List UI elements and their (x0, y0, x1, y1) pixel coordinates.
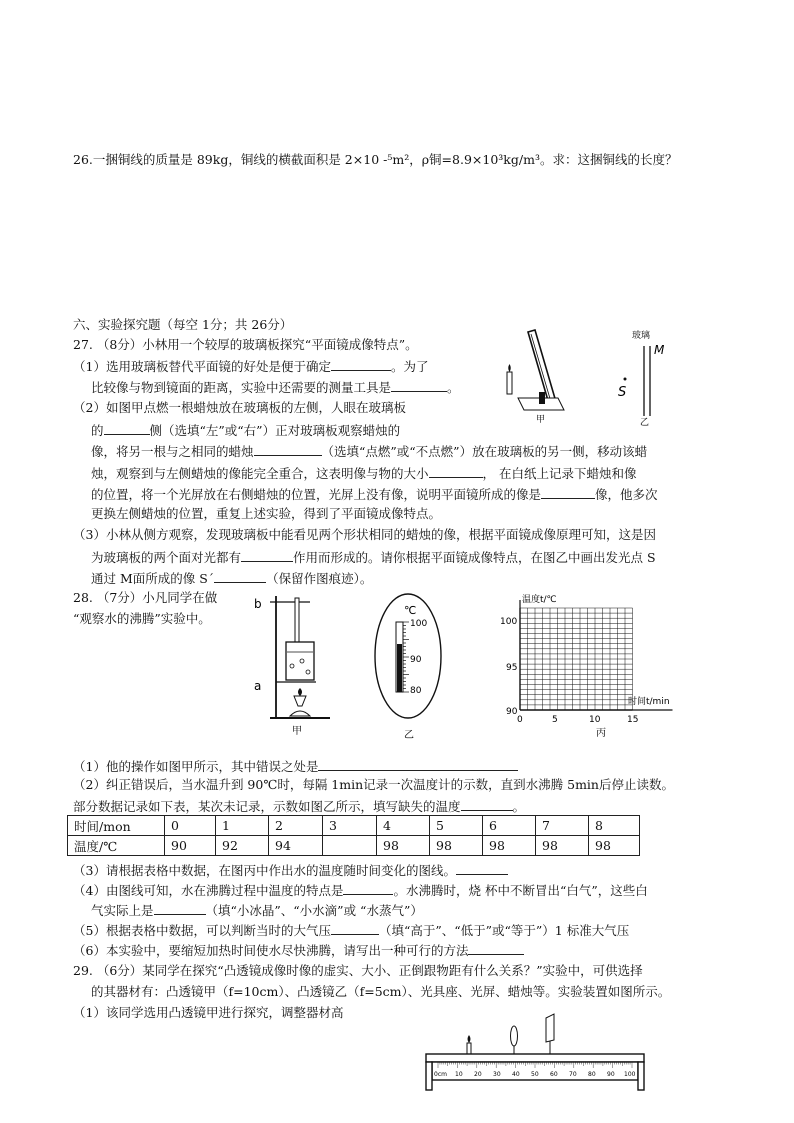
figure-28-bing (496, 588, 686, 740)
bench-tick-label: 10 (455, 1071, 463, 1078)
q27-line-4: （2）如图甲点燃一根蜡烛放在玻璃板的左侧，人眼在玻璃板 (73, 400, 406, 415)
q27-line-6 (91, 442, 647, 460)
fig-label: 乙 (404, 730, 414, 741)
fig-label: 甲 (536, 415, 546, 424)
q29-line-2: 的其器材有：凸透镜甲（f=10cm）、凸透镜乙（f=5cm）、光具座、光屏、蜡烛等。实验装置如图所示。 (91, 984, 671, 999)
table-cell: 6 (483, 816, 536, 836)
q28-text: （6）本实验中，要缩短加热时间使水尽快沸腾，请写出一种可行的方法 (73, 943, 469, 958)
q28-text: （1）他的操作如图甲所示，其中错误之处是 (73, 759, 319, 774)
q28-part-8 (73, 941, 524, 959)
q29-line-1: 29. （6分）某同学在探究“凸透镜成像时像的虚实、大小、正倒跟物距有什么关系？”实验中，可供选择 (73, 963, 643, 978)
chart-x-tick: 15 (627, 715, 639, 725)
thermo-tick-label: 90 (410, 655, 422, 665)
table-cell: 3 (323, 816, 377, 836)
table-cell: 1 (216, 816, 269, 836)
q28-text: 。水沸腾时，烧 杯中不断冒出“白气”，这些白 (393, 883, 648, 898)
answer-blank[interactable] (254, 442, 322, 456)
q28-line-1: 28. （7分）小凡同学在做 (73, 590, 218, 605)
lens (511, 1026, 518, 1046)
table-cell-blank[interactable] (323, 836, 377, 856)
answer-blank[interactable] (541, 485, 595, 499)
q27-text: 的位置，将一个光屏放在右侧蜡烛的位置，光屏上没有像，说明平面镜所成的像是 (91, 487, 542, 502)
table-cell: 2 (269, 816, 323, 836)
answer-blank[interactable] (214, 569, 266, 583)
q27-text: 像，将另一根与之相同的蜡烛 (91, 444, 254, 459)
thermo-tick-label: 80 (410, 686, 422, 696)
chart-y-tick: 100 (500, 617, 518, 627)
q27-line-1: 27. （8分）小林用一个较厚的玻璃板探究“平面镜成像特点”。 (73, 337, 418, 352)
answer-blank[interactable] (461, 797, 513, 811)
answer-blank[interactable] (468, 941, 524, 955)
bench-tick-label: 70 (569, 1071, 577, 1078)
q27-line-11 (91, 548, 656, 566)
bench-tick-label: 40 (512, 1071, 520, 1078)
q28-part-1 (73, 757, 518, 775)
screen (546, 1014, 554, 1042)
answer-blank[interactable] (104, 421, 150, 435)
answer-blank[interactable] (331, 357, 391, 371)
q27-line-7 (91, 464, 637, 482)
q28-text: 。 (512, 799, 526, 814)
answer-blank[interactable] (154, 901, 206, 915)
q27-line-2 (73, 357, 428, 375)
q28-text: 气实际上是 (91, 903, 154, 918)
q27-line-8 (91, 485, 658, 503)
data-table (67, 815, 640, 856)
table-cell: 90 (165, 836, 216, 856)
q28-text: （4）由图线可知，水在沸腾过程中温度的特点是 (73, 883, 344, 898)
table-cell: 98 (536, 836, 589, 856)
bench-tick-label: 60 (550, 1071, 558, 1078)
q28-line-2: “观察水的沸腾”实验中。 (73, 611, 211, 626)
chart-x-tick: 5 (552, 715, 558, 725)
q27-text: （1）选用玻璃板替代平面镜的好处是便于确定 (73, 359, 331, 374)
table-row (68, 836, 640, 856)
figure-29-optical-bench (420, 1010, 650, 1092)
q27-text: 作用而形成的。请你根据平面镜成像特点，在图乙中画出发光点 S (293, 550, 656, 565)
q27-text: 。 (447, 380, 460, 395)
answer-blank[interactable] (343, 881, 393, 895)
q28-part-3 (73, 797, 525, 815)
label-a: a (254, 679, 262, 693)
chart-x-label: 时间t/min (628, 697, 670, 707)
table-header-cell: 时间/mon (68, 816, 165, 836)
bench-tick-label: 80 (588, 1071, 596, 1078)
chart-y-tick: 90 (506, 707, 518, 717)
figure-27-jia (500, 326, 570, 424)
q27-text: 烛，观察到与左侧蜡烛的像能完全重合，这表明像与物的大小 (91, 466, 429, 481)
q27-text: 侧（选填“左”或“右”）正对玻璃板观察蜡烛的 (149, 423, 401, 438)
bench-tick-label: 20 (474, 1071, 482, 1078)
table-cell: 7 (536, 816, 589, 836)
q28-text: （填“小冰晶”、“小水滴”或 “水蒸气”） (205, 903, 423, 918)
q27-line-12 (91, 569, 372, 587)
q28-text: （3）请根据表格中数据，在图丙中作出水的温度随时间变化的图线。 (73, 863, 456, 878)
chart-y-tick: 95 (506, 663, 518, 673)
q27-text: 比较像与物到镜面的距离，实验中还需要的测量工具是 (91, 380, 392, 395)
mercury-column (397, 644, 402, 692)
point-s (624, 378, 627, 381)
answer-blank[interactable] (331, 921, 379, 935)
q27-text: ， 在白纸上记录下蜡烛和像 (482, 466, 637, 481)
table-cell: 8 (589, 816, 640, 836)
thermo-unit: ℃ (404, 604, 417, 617)
q27-line-5 (91, 421, 400, 439)
q27-line-9: 更换左侧蜡烛的位置，重复上述实验，得到了平面镜成像特点。 (91, 506, 442, 521)
point-s-label: S (618, 385, 627, 400)
table-cell: 98 (377, 836, 430, 856)
table-row (68, 816, 640, 836)
answer-blank[interactable] (391, 378, 447, 392)
table-cell: 98 (430, 836, 483, 856)
bench-tick-label: 50 (531, 1071, 539, 1078)
fig-label: 甲 (292, 726, 302, 737)
bench-tick-label: 30 (493, 1071, 501, 1078)
table-header-cell: 温度/℃ (68, 836, 165, 856)
chart-x-tick: 0 (517, 715, 523, 725)
q28-part-6 (91, 901, 423, 919)
bench-tick-label: 100 (624, 1071, 636, 1078)
figure-28-jia (250, 588, 342, 740)
q28-part-5 (73, 881, 648, 899)
figure-27-yi (610, 326, 680, 426)
bench-unit: 0cm (434, 1071, 447, 1078)
table-cell: 4 (377, 816, 430, 836)
chart-x-tick: 10 (589, 715, 601, 725)
q27-text: 。为了 (390, 359, 429, 374)
q27-line-3 (91, 378, 460, 396)
q28-part-2: （2）纠正错误后，当水温升到 90℃时，每隔 1min记录一次温度计的示数，直到水沸腾 5min后停止读数。 (73, 777, 674, 792)
fig-label: 乙 (640, 418, 650, 426)
q27-text: 为玻璃板的两个面对光都有 (91, 550, 242, 565)
section-title: 六、实验探究题（每空 1分；共 26分） (73, 317, 293, 332)
q27-text: 的 (91, 423, 104, 438)
q27-text: 通过 M面所成的像 S´ (91, 571, 215, 586)
table-cell: 92 (216, 836, 269, 856)
answer-blank[interactable] (241, 548, 293, 562)
chart-y-label: 温度t/℃ (522, 595, 557, 605)
q28-part-7 (73, 921, 629, 939)
figure-28-yi (368, 592, 448, 742)
q28-part-4 (73, 861, 508, 879)
bench-tick-label: 90 (607, 1071, 615, 1078)
q28-text: 部分数据记录如下表，某次未记录，示数如图乙所示，填写缺失的温度 (73, 799, 461, 814)
q27-text: 像，他多次 (595, 487, 658, 502)
q28-text: （5）根据表格中数据，可以判断当时的大气压 (73, 923, 331, 938)
table-cell: 94 (269, 836, 323, 856)
answer-blank[interactable] (318, 757, 518, 771)
thermo-tick-label: 100 (410, 619, 428, 629)
glass-label: 玻璃 (632, 331, 651, 341)
mirror-label: M (654, 343, 665, 357)
table-cell: 5 (430, 816, 483, 836)
fig-label: 丙 (596, 728, 606, 739)
q27-text: （保留作图痕迹）。 (266, 571, 373, 586)
candle (467, 1043, 471, 1055)
label-b: b (254, 597, 262, 611)
q27-line-10: （3）小林从侧方观察，发现玻璃板中能看见两个形状相同的蜡烛的像，根据平面镜成像原理可知，这是因 (73, 527, 656, 542)
table-cell: 98 (589, 836, 640, 856)
table-cell: 0 (165, 816, 216, 836)
q26-text: 26.一捆铜线的质量是 89kg，铜线的横截面积是 2×10 -⁵m²，ρ铜=8.9×10³kg/m³。求：这捆铜线的长度？ (73, 152, 678, 167)
q27-text: （选填“点燃”或“不点燃”）放在玻璃板的另一侧，移动该蜡 (321, 444, 648, 459)
answer-blank[interactable] (456, 861, 508, 875)
table-cell: 98 (483, 836, 536, 856)
answer-blank[interactable] (429, 464, 483, 478)
q28-text: （填“高于”、“低于”或“等于”）1 标准大气压 (378, 923, 630, 938)
q29-line-3: （1）该同学选用凸透镜甲进行探究，调整器材高 (73, 1005, 344, 1020)
